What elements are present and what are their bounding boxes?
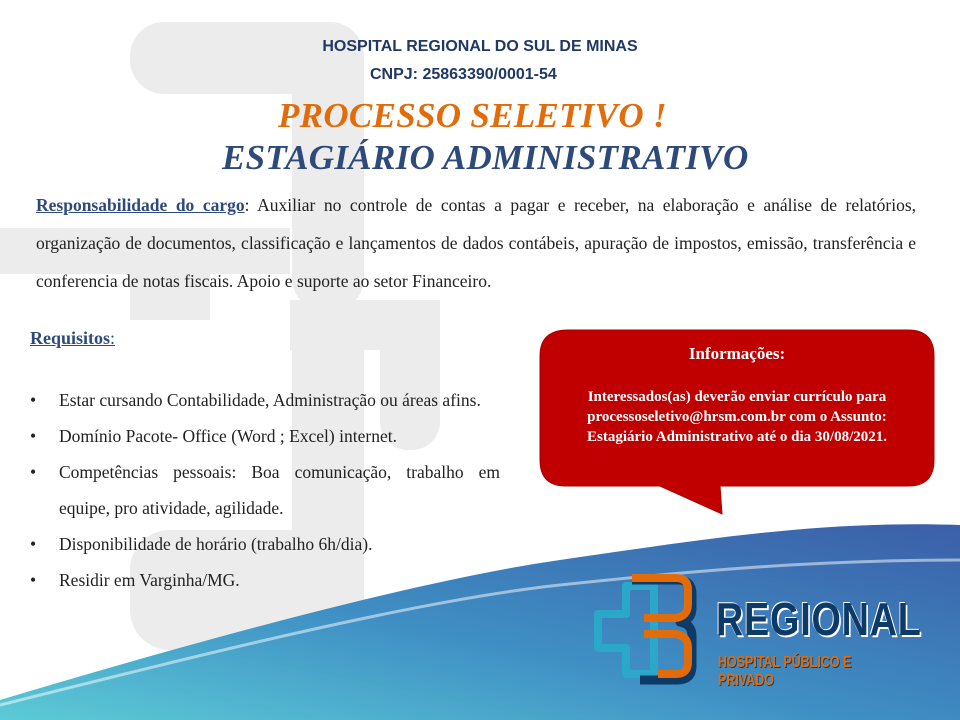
responsibilities-paragraph: Responsabilidade do cargo: Auxiliar no controle de contas a pagar e receber, na elaboração e análise de relatórios, organização de documentos, classificação e lançamentos de dados contábeis, apuração de impostos, emissão, transferência e conferencia de notas fiscais. Apoio e suporte ao setor Financeiro.: [36, 195, 917, 291]
bullet-icon: •: [30, 390, 37, 410]
bullet-icon: •: [30, 426, 37, 446]
list-item-text: Disponibilidade de horário (trabalho 6h/dia).: [59, 534, 373, 554]
requirements-heading-label: Requisitos: [30, 328, 111, 348]
info-title: Informações:: [688, 344, 786, 363]
logo-subtitle: HOSPITAL PÚBLICO E PRIVADO: [718, 654, 852, 689]
title-processo-seletivo: PROCESSO SELETIVO !: [278, 96, 667, 135]
list-item-text: Estar cursando Contabilidade, Administração ou áreas afins.: [59, 390, 481, 410]
responsibilities-label: Responsabilidade do cargo: [36, 195, 245, 215]
bullet-icon: •: [30, 570, 37, 590]
cnpj-text: CNPJ: 25863390/0001-54: [370, 66, 557, 83]
responsibilities-text: Auxiliar no controle de contas a pagar e receber, na elaboração e análise de relatórios, organização de documentos, classificação e lançamentos de dados contábeis, apuração de impostos, emissão, transferência e conferencia de notas fiscais. Apoio e suporte ao setor Financeiro.: [36, 195, 917, 291]
list-item-text: Domínio Pacote- Office (Word ; Excel) internet.: [59, 426, 397, 446]
bullet-icon: •: [30, 462, 37, 482]
hospital-name: HOSPITAL REGIONAL DO SUL DE MINAS: [322, 38, 638, 55]
logo-name: REGIONAL: [716, 593, 922, 645]
requirements-heading: Requisitos:: [30, 328, 116, 348]
info-text: Interessados(as) deverão enviar currículo para processoseletivo@hrsm.com.br com o Assunto: Estagiário Administrativo até o dia 30/08/2021.: [587, 389, 887, 445]
bullet-icon: •: [30, 534, 37, 554]
list-item-text: Residir em Varginha/MG.: [59, 570, 240, 590]
regional-logo-icon: [592, 574, 704, 690]
list-item-text: Competências pessoais: Boa comunicação, trabalho em equipe, pro atividade, agilidade.: [59, 462, 500, 518]
title-position: ESTAGIÁRIO ADMINISTRATIVO: [222, 138, 749, 177]
